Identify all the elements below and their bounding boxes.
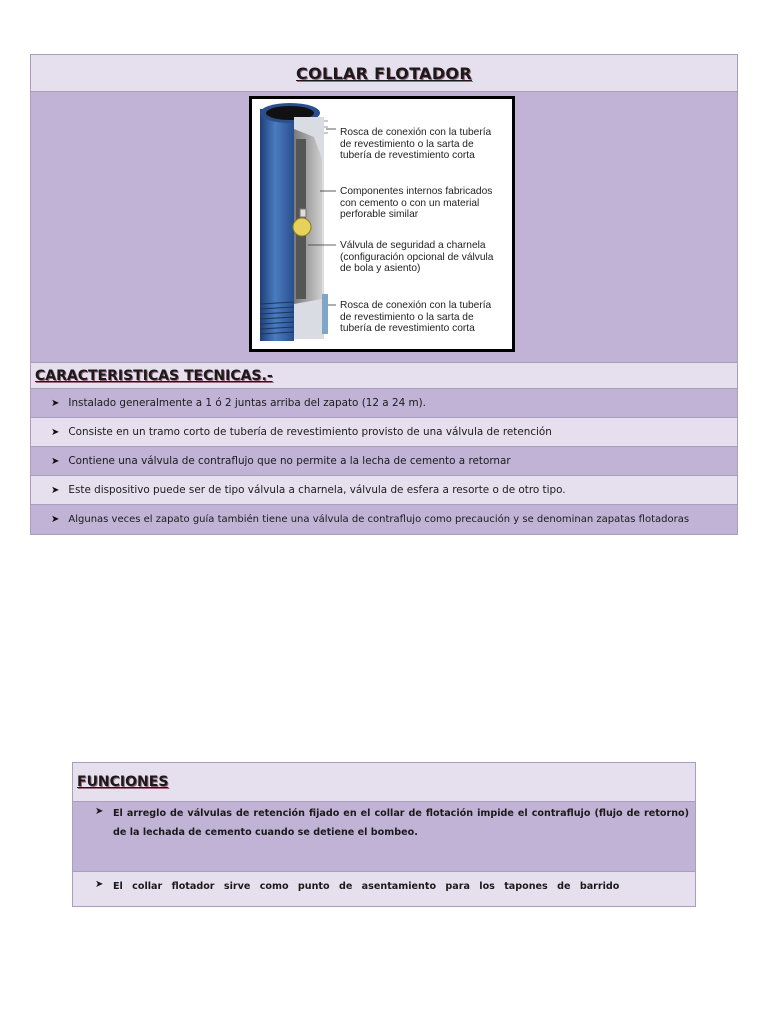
list-item-text: Algunas veces el zapato guía también tiene una válvula de contraflujo como precaución y se denominan zapatas flotadoras <box>68 514 690 525</box>
functions-header <box>73 763 695 802</box>
arrow-bullet-icon: ➤ <box>95 806 104 817</box>
arrow-bullet-icon: ➤ <box>95 879 104 890</box>
list-item-text: Contiene una válvula de contraflujo que no permite a la lecha de cemento a retornar <box>68 455 511 467</box>
diagram-label-top-thread: Rosca de conexión con la tubería de revestimiento o la sarta de tubería de revestimiento corta <box>340 127 492 162</box>
functions-title: FUNCIONES <box>77 774 169 790</box>
list-item-text: Consiste en un tramo corto de tubería de revestimiento provisto de una válvula de retención <box>68 426 552 438</box>
diagram-label-internal-components: Componentes internos fabricados con cemento o con un material perforable similar <box>340 186 493 221</box>
float-collar-diagram <box>249 96 515 352</box>
arrow-bullet-icon: ➤ <box>51 484 60 496</box>
arrow-bullet-icon: ➤ <box>51 426 60 438</box>
list-item <box>31 418 737 447</box>
title-row <box>31 55 737 92</box>
arrow-bullet-icon: ➤ <box>51 455 60 467</box>
list-item <box>31 389 737 418</box>
arrow-bullet-icon: ➤ <box>51 514 60 525</box>
list-item <box>31 447 737 476</box>
diagram-label-bottom-thread: Rosca de conexión con la tubería de revestimiento o la sarta de tubería de revestimiento corta <box>340 300 492 335</box>
list-item <box>31 505 737 534</box>
section-title: CARACTERISTICAS TECNICAS.- <box>35 367 273 384</box>
list-item-text: El collar flotador sirve como punto de asentamiento para los tapones de barrido <box>113 881 620 892</box>
list-item <box>73 802 695 872</box>
diagram-row <box>31 92 737 363</box>
list-item-text: Este dispositivo puede ser de tipo válvula a charnela, válvula de esfera a resorte o de otro tipo. <box>68 484 566 496</box>
list-item <box>73 872 695 906</box>
float-collar-illustration <box>252 99 336 349</box>
page-title: COLLAR FLOTADOR <box>296 63 472 83</box>
section-header <box>31 363 737 389</box>
functions-table <box>72 762 696 907</box>
collar-flotador-table <box>30 54 738 535</box>
list-item <box>31 476 737 505</box>
diagram-label-flapper-valve: Válvula de seguridad a charnela (configuración opcional de válvula de bola y asiento) <box>340 240 494 275</box>
list-item-text: Instalado generalmente a 1 ó 2 juntas arriba del zapato (12 a 24 m). <box>68 397 426 409</box>
arrow-bullet-icon: ➤ <box>51 397 60 409</box>
list-item-text: El arreglo de válvulas de retención fijado en el collar de flotación impide el contraflujo (flujo de retorno) de la lechada de cemento cuando se detiene el bombeo. <box>113 808 689 838</box>
